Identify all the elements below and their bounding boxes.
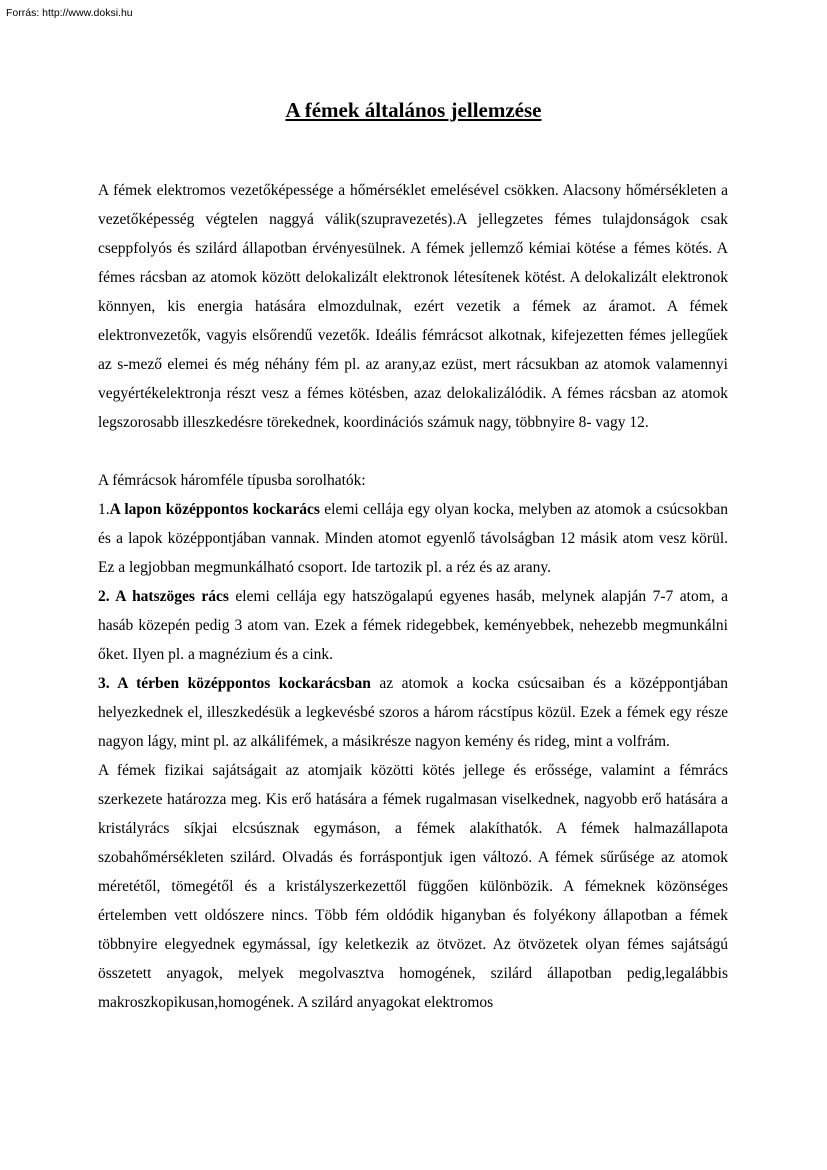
source-label: Forrás: http://www.doksi.hu — [6, 7, 133, 19]
page-title: A fémek általános jellemzése — [285, 98, 542, 122]
types-heading: A fémrácsok háromféle típusba sorolhatók: — [98, 472, 366, 489]
type2-description: elemi cellája egy hatszögalapú egyenes hasáb, melynek alapján 7-7 atom, a hasáb közepén pedig 3 atom van. Ezek a fémek ridegebbek, keményebbek, nehezebb megmunkálni őket. Ilyen pl. a magnézium és a cink. — [98, 588, 728, 663]
type1-paragraph — [98, 495, 728, 582]
type3-term: 3. A térben középpontos kockarácsban — [98, 675, 371, 692]
type3-description: az atomok a kocka csúcsaiban és a középpontjában helyezkednek el, illeszkedésük a legkevésbé szoros a három rácstípus közül. Ezek a fémek egy része nagyon lágy, mint pl. az alkálifémek, a másikrésze nagyon kemény és rideg, mint a volfrám. — [98, 675, 728, 750]
type2-paragraph — [98, 582, 728, 669]
document-body — [98, 176, 728, 1017]
physical-properties-paragraph: A fémek fizikai sajátságait az atomjaik közötti kötés jellege és erőssége, valamint a fémrács szerkezete határozza meg. Kis erő hatására a fémek rugalmasan viselkednek, nagyobb erő hatására a kristályrács síkjai elcsúsznak egymáson, a fémek alakíthatók. A fémek halmazállapota szobahőmérsékleten szilárd. Olvadás és forráspontjuk igen változó. A fémek sűrűsége az atomok méretétől, tömegétől és a kristályszerkezettől függően különbözik. A fémeknek közönséges értelemben vett oldószere nincs. Több fém oldódik higanyban és folyékony állapotban a fémek többnyire elegyednek egymással, így keletkezik az ötvözet. Az ötvözetek olyan fémes sajátságú összetett anyagok, melyek megolvasztva homogének, szilárd állapotban pedig,legalábbis makroszkopikusan,homogének. A szilárd anyagokat elektromos — [98, 762, 728, 1011]
type3-paragraph — [98, 669, 728, 756]
type1-description: elemi cellája egy olyan kocka, melyben az atomok a csúcsokban és a lapok középpontjában vannak. Minden atomot egyenlő távolságban 12 másik atom vesz körül. Ez a legjobban megmunkálható csoport. Ide tartozik pl. a réz és az arany. — [98, 501, 728, 576]
intro-paragraph: A fémek elektromos vezetőképessége a hőmérséklet emelésével csökken. Alacsony hőmérsékleten a vezetőképesség végtelen naggyá válik(szupravezetés).A jellegzetes fémes tulajdonságok csak cseppfolyós és szilárd állapotban érvényesülnek. A fémek jellemző kémiai kötése a fémes kötés. A fémes rácsban az atomok között delokalizált elektronok létesítenek kötést. A delokalizált elektronok könnyen, kis energia hatására elmozdulnak, ezért vezetik a fémek az áramot. A fémek elektronvezetők, vagyis elsőrendű vezetők. Ideális fémrácsot alkotnak, kifejezetten fémes jellegűek az s-mező elemei és még néhány fém pl. az arany,az ezüst, mert rácsukban az atomok valamennyi vegyértékelektronja részt vesz a fémes kötésben, azaz delokalizálódik. A fémes rácsban az atomok legszorosabb illeszkedésre törekednek, koordinációs számuk nagy, többnyire 8- vagy 12. — [98, 182, 728, 431]
type1-term: A lapon középpontos kockarács — [109, 501, 320, 518]
type1-number: 1. — [98, 501, 110, 518]
type2-term: 2. A hatszöges rács — [98, 588, 229, 605]
paragraph-spacer — [98, 437, 728, 466]
